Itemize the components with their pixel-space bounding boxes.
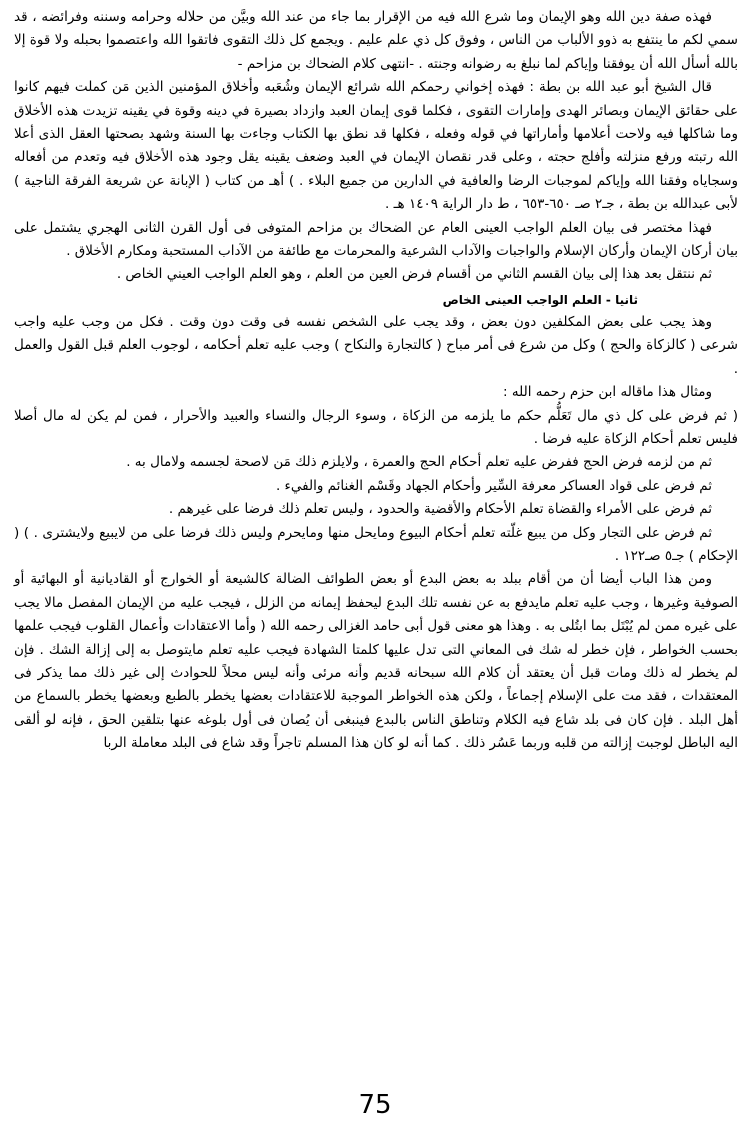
- quote-paragraph-5: ثم فرض على التجار وكل من يبيع غلّته تعلم أحكام البيوع ومايحل منها ومايحرم وليس ذلك فرضا على من لايبيع ولايشترى . ) ( الإحكام ) جـ٥ صـ١٢٢ .: [14, 524, 738, 564]
- quote-paragraph-2: ثم من لزمه فرض الحج ففرض عليه تعلم أحكام الحج والعمرة ، ولايلزم ذلك مَن لاصحة لجسمه ولامال به .: [126, 454, 712, 471]
- quote-paragraph-4: ثم فرض على الأمراء والقضاة تعلم الأحكام والأقضية والحدود ، وليس تعلم ذلك فرضا على غيرهم .: [168, 501, 712, 518]
- paragraph-6: ومثال هذا ماقاله ابن حزم رحمه الله :: [503, 384, 712, 401]
- paragraph-4: ثم ننتقل بعد هذا إلى بيان القسم الثاني من أقسام فرض العين من العلم ، وهو العلم الواجب العيني الخاص .: [116, 266, 712, 283]
- paragraph-3: فهذا مختصر فى بيان العلم الواجب العينى العام عن الضحاك بن مزاحم المتوفى فى أول القرن الثانى الهجري يشتمل على بيان أركان الإيمان وأركان الإسلام والواجبات والآداب الشرعية والمحرمات مع طائفة من الآداب المستحبة ومكارم الأخلاق .: [14, 219, 738, 260]
- paragraph-7: ومن هذا الباب أيضا أن من أقام ببلد به بعض البدع أو بعض الطوائف الضالة كالشيعة أو الخوارج أو القاديانية أو البهائية أو الصوفية وغيرها ، وجب عليه تعلم مايدفع به عن نفسه تلك البدع ليحفظ إيمانه من الزلل ، فيجب عليه من الإيمان المفصل مالا يجب على غيره ممن لم يُبْتَل بما ابتُلى به . وهذا هو معنى قول أبى حامد الغزالى رحمه الله ( وأما الاعتقادات وأعمال القلوب فيجب علمها بحسب الخواطر ، فإن خطر له شك فى المعاني التى تدل عليها كلمتا الشهادة فيجب عليه تعلم مايتوصل به إلى إزالة الشك . فإن لم يخطر له ذلك ومات قبل أن يعتقد أن كلام الله سبحانه قديم وأنه مرئى وأنه ليس محلاً للحوادث إلى غير ذلك مما يذكر فى المعتقدات ، فقد مت على الإسلام إجماعاً ، ولكن هذه الخواطر الموجبة للاعتقادات بعضها يخطر بالطبع وبعضها يخطر بالسماع من أهل البلد . فإن كان فى بلد شاع فيه الكلام وتناطق الناس بالبدع فينبغى أن يُصان فى أول بلوغه عنها بتلقين الحق ، فإنه لو ألقى اليه الباطل لوجبت إزالته من قلبه وربما عَسُر ذلك . كما أنه لو كان هذا المسلم تاجراً وقد شاع فى البلد معاملة الربا: [14, 571, 738, 752]
- paragraph-1: فهذه صفة دين الله وهو الإيمان وما شرع الله فيه من الإقرار بما جاء من عند الله وبيَّن من حلاله وحرامه وسننه وفرائضه ، قد سمي لكم ما ينتفع به ذوو الألباب من الناس ، وفوق كل ذي علم عليم . ويجمع كل ذلك التقوى فاتقوا الله واعتصموا بحبله ولا قوة إلا بالله أسأل الله أن يوفقنا وإياكم لما نبلغ به رضوانه وجنته . -انتهى كلام الضحاك بن مزاحم -: [14, 9, 738, 72]
- page-number: 75: [358, 1090, 392, 1120]
- paragraph-5: وهذ يجب على بعض المكلفين دون بعض ، وقد يجب على الشخص نفسه فى وقت دون وقت . فكل من وجب عليه واجب شرعى ( كالزكاة والحج ) وكل من شرع فى أمر مباح ( كالتجارة والنكاح ) وجب عليه تعلم أحكامه ، لوجوب العلم قبل القول والعمل .: [14, 313, 738, 377]
- quote-paragraph-3: ثم فرض على قواد العساكر معرفة السِّير وأحكام الجهاد وقَسْم الغنائم والفيء .: [275, 477, 712, 494]
- quote-paragraph-1: ( ثم فرض على كل ذي مال تَعَلُّم حكم ما يلزمه من الزكاة ، وسوء الرجال والنساء والعبيد والأحرار ، فمن لم يكن له مال أصلا فليس تعلم أحكام الزكاة عليه فرضا .: [14, 407, 738, 447]
- paragraph-2: قال الشيخ أبو عبد الله بن بطة : فهذه إخواني رحمكم الله شرائع الإيمان وشُعَبه وأخلاق المؤمنين الذين مَن كملت فيهم كانوا على حقائق الإيمان وبصائر الهدى وإمارات التقوى ، فكلما قوى إيمان العبد وازداد بصيرة في دينه وقوة في يقينه تزيدت هذه الأخلاق وما شاكلها فيه ولاحت أعلامها وأماراتها في قوله وفعله ، فكلها قد نطق بها الكتاب وجاءت بها السنة وشهد بصحتها العقل الذى أعلا الله رتبته ورفع منزلته وأفلج حجته ، وعلى قدر نقصان الإيمان في العبد وضعف يقينه يقل وجود هذه الأخلاق فيه وتعدم من أفعاله وسجاياه وفقنا الله وإياكم لموجبات الرضا والعافية في الدارين من جميع البلاء . ) أهـ من كتاب ( الإبانة عن شريعة الفرقة الناجية ) لأبى عبدالله بن بطة ، جـ٢ صـ ٦٥٠-٦٥٣ ، ط دار الراية ١٤٠٩ هـ .: [14, 79, 738, 213]
- document-page: [14, 6, 738, 756]
- section-heading: ثانيا - العلم الواجب العينى الخاص: [442, 292, 638, 307]
